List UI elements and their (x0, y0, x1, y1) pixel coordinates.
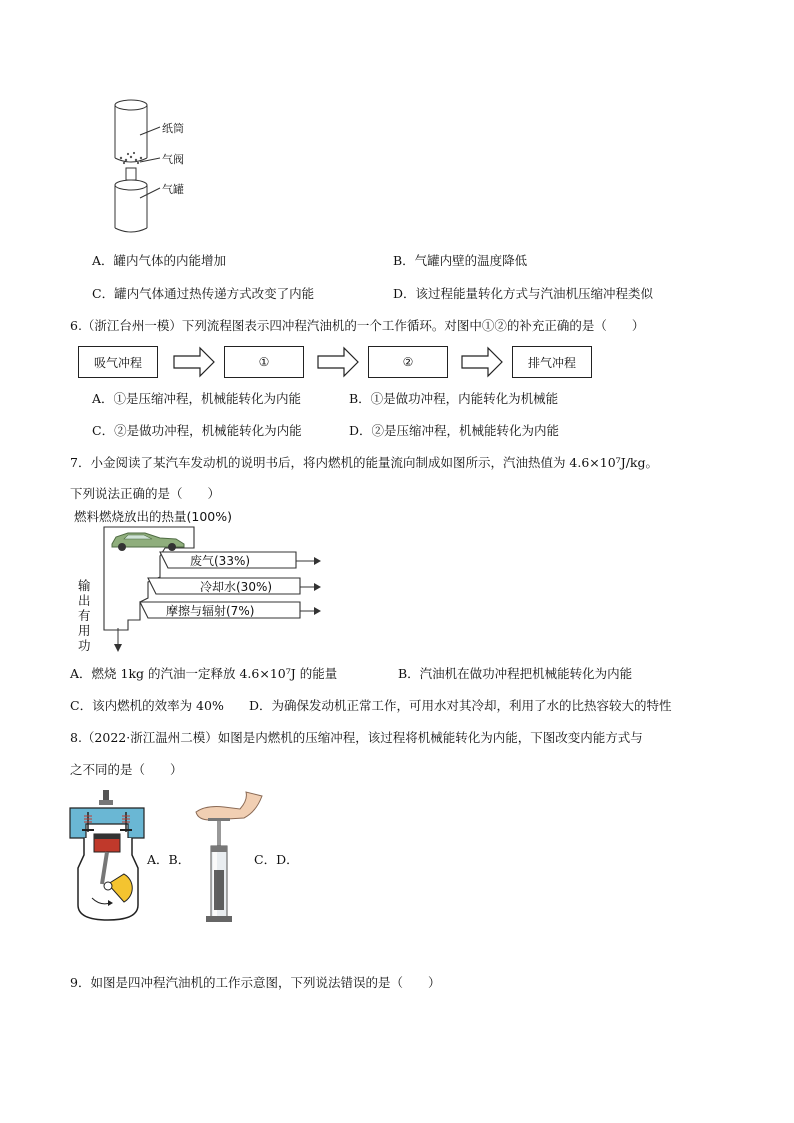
q6-option-c[interactable]: C．②是做功冲程，机械能转化为内能 (92, 423, 302, 438)
q6-stem: 6.（浙江台州一模）下列流程图表示四冲程汽油机的一个工作循环。对图中①②的补充正确的是（ ） (70, 318, 645, 333)
q7-option-c[interactable]: C．该内燃机的效率为 40% (70, 698, 224, 713)
q5-label-valve: 气阀 (162, 153, 184, 166)
q8-options-cd[interactable]: C．D． (254, 852, 299, 867)
q6-flow-box-2: ① (224, 346, 304, 378)
q8-stem-line2: 之不同的是（ ） (70, 762, 183, 777)
q6-option-d[interactable]: D．②是压缩冲程，机械能转化为内能 (349, 423, 560, 438)
q7-option-d[interactable]: D．为确保发动机正常工作，可用水对其冷却，利用了水的比热容较大的特性 (249, 698, 672, 713)
q6-option-b[interactable]: B．①是做功冲程，内能转化为机械能 (349, 391, 559, 406)
q7-flow-exhaust: 废气(33%) (190, 554, 251, 568)
q7-output-label: 输出有用功 (78, 578, 91, 653)
q5-option-a[interactable]: A．罐内气体的内能增加 (92, 253, 227, 268)
q7-stem-line2: 下列说法正确的是（ ） (70, 486, 221, 501)
q7-option-b[interactable]: B．汽油机在做功冲程把机械能转化为内能 (398, 666, 633, 681)
q5-option-c[interactable]: C．罐内气体通过热传递方式改变了内能 (92, 286, 315, 301)
q8-options-ab[interactable]: A．B． (147, 852, 191, 867)
q5-label-gas-can: 气罐 (162, 183, 184, 196)
q6-flow-box-1: 吸气冲程 (78, 346, 158, 378)
q6-option-a[interactable]: A．①是压缩冲程，机械能转化为内能 (92, 391, 302, 406)
q6-flow-box-3: ② (368, 346, 448, 378)
q7-figure-title: 燃料燃烧放出的热量(100%) (74, 509, 232, 524)
q5-label-paper-tube: 纸筒 (162, 122, 184, 135)
q6-flow-box-4: 排气冲程 (512, 346, 592, 378)
q7-stem-line1: 7．小金阅读了某汽车发动机的说明书后，将内燃机的能量流向制成如图所示，汽油热值为 4.6×10⁷J/kg。 (70, 455, 658, 470)
q9-stem: 9．如图是四冲程汽油机的工作示意图，下列说法错误的是（ ） (70, 975, 441, 990)
q5-option-d[interactable]: D．该过程能量转化方式与汽油机压缩冲程类似 (393, 286, 654, 301)
q8-stem-line1: 8.（2022·浙江温州二模）如图是内燃机的压缩冲程，该过程将机械能转化为内能，下图改变内能方式与 (70, 730, 643, 745)
q7-flow-friction-radiation: 摩擦与辐射(7%) (166, 604, 255, 618)
q7-flow-cooling-water: 冷却水(30%) (200, 580, 273, 594)
q7-option-a[interactable]: A．燃烧 1kg 的汽油一定释放 4.6×10⁷J 的能量 (70, 666, 338, 681)
q5-option-b[interactable]: B．气罐内壁的温度降低 (393, 253, 528, 268)
